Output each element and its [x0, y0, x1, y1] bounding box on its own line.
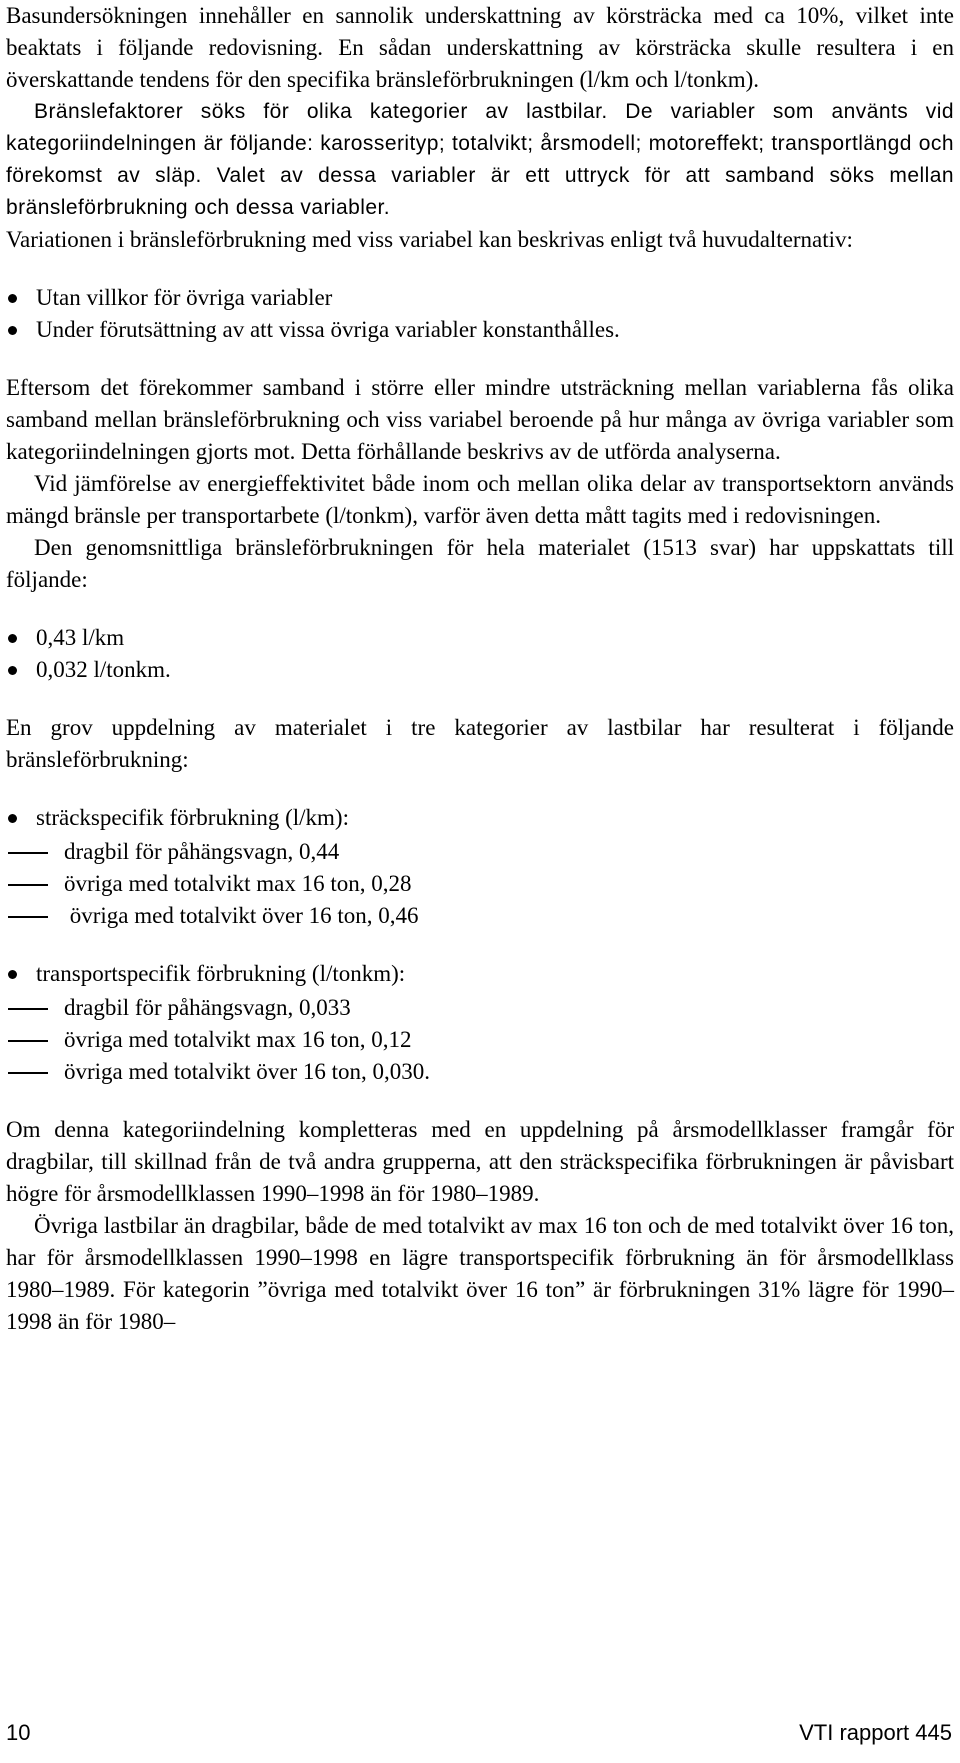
list-item: övriga med totalvikt max 16 ton, 0,28: [6, 868, 954, 900]
document-page: [6, 0, 954, 1338]
section2-paragraph-2: Vid jämförelse av energieffektivitet både inom och mellan olika delar av transportsektorn används mängd bränsle per transportarbete (l/tonkm), varför även detta mått tagits med i redovisningen.: [6, 471, 954, 528]
dash-icon: [8, 1040, 48, 1042]
page-number: 10: [6, 1720, 31, 1745]
bullet-icon: [8, 814, 17, 823]
bullet-icon: [8, 970, 17, 979]
dash-icon: [8, 1072, 48, 1074]
intro-paragraph-2: Bränslefaktorer söks för olika kategorier av lastbilar. De variabler som använts vid kategoriindelningen är följande: karosserityp; totalvikt; årsmodell; motoreffekt; transportlängd och förekomst av släp. Valet av dessa variabler är ett uttryck för att samband söks mellan bränsleförbrukning och dessa variabler.: [6, 100, 954, 219]
intro-paragraph-3: Variationen i bränsleförbrukning med viss variabel kan beskrivas enligt två huvudalternativ:: [6, 227, 853, 252]
list-item: övriga med totalvikt över 16 ton, 0,030.: [6, 1056, 954, 1088]
section4-paragraph-1: Om denna kategoriindelning kompletteras med en uppdelning på årsmodellklasser framgår för dragbilar, till skillnad från de två andra grupperna, att den sträckspecifika förbrukningen är påvisbart högre för årsmodellklassen 1990–1998 än för 1980–1989.: [6, 1117, 954, 1206]
dash-icon: [8, 852, 48, 854]
list-item: 0,43 l/km: [6, 622, 954, 654]
dash-icon: [8, 884, 48, 886]
report-name: VTI rapport 445: [799, 1720, 952, 1745]
list-item: dragbil för påhängsvagn, 0,44: [6, 836, 954, 868]
bullet-icon: [8, 294, 17, 303]
list-item: dragbil för påhängsvagn, 0,033: [6, 992, 954, 1024]
transport-specific-list: [6, 958, 954, 990]
bullet-icon: [8, 666, 17, 675]
section2-paragraph-1: Eftersom det förekommer samband i större eller mindre utsträckning mellan variablerna fås olika samband mellan bränsleförbrukning och viss variabel beroende på hur många av övriga variabler som kategoriindelningen gjorts mot. Detta förhållande beskrivs av de utförda analyserna.: [6, 375, 954, 464]
list-item: övriga med totalvikt max 16 ton, 0,12: [6, 1024, 954, 1056]
dash-icon: [8, 1008, 48, 1010]
section4-paragraph-2: Övriga lastbilar än dragbilar, både de med totalvikt av max 16 ton och de med totalvikt över 16 ton, har för årsmodellklassen 1990–1998 en lägre transportspecifik förbrukning än för årsmodellklass 1980–1989. För kategorin ”övriga med totalvikt över 16 ton” är förbrukningen 31% lägre för 1990–1998 än för 1980–: [6, 1213, 954, 1334]
list-item: Under förutsättning av att vissa övriga variabler konstanthålles.: [6, 314, 954, 346]
list-item: övriga med totalvikt över 16 ton, 0,46: [6, 900, 954, 932]
bullet-icon: [8, 634, 17, 643]
list-item: Utan villkor för övriga variabler: [6, 282, 954, 314]
bullet-icon: [8, 326, 17, 335]
list-item: 0,032 l/tonkm.: [6, 654, 954, 686]
alternatives-list: [6, 282, 954, 346]
distance-specific-list: [6, 802, 954, 834]
list-item: sträckspecifik förbrukning (l/km):: [6, 802, 954, 834]
transport-specific-sublist: [6, 992, 954, 1088]
distance-specific-sublist: [6, 836, 954, 932]
averages-list: [6, 622, 954, 686]
section2-paragraph-3: Den genomsnittliga bränsleförbrukningen för hela materialet (1513 svar) har uppskattats till följande:: [6, 535, 954, 592]
section3-paragraph-1: En grov uppdelning av materialet i tre kategorier av lastbilar har resulterat i följande bränsleförbrukning:: [6, 715, 954, 772]
page-footer: [6, 1720, 952, 1750]
intro-paragraph-1: Basundersökningen innehåller en sannolik underskattning av körsträcka med ca 10%, vilket inte beaktats i följande redovisning. En sådan underskattning av körsträcka skulle resultera i en överskattande tendens för den specifika bränsleförbrukningen (l/km och l/tonkm).: [6, 3, 954, 92]
dash-icon: [8, 916, 48, 918]
list-item: transportspecifik förbrukning (l/tonkm):: [6, 958, 954, 990]
